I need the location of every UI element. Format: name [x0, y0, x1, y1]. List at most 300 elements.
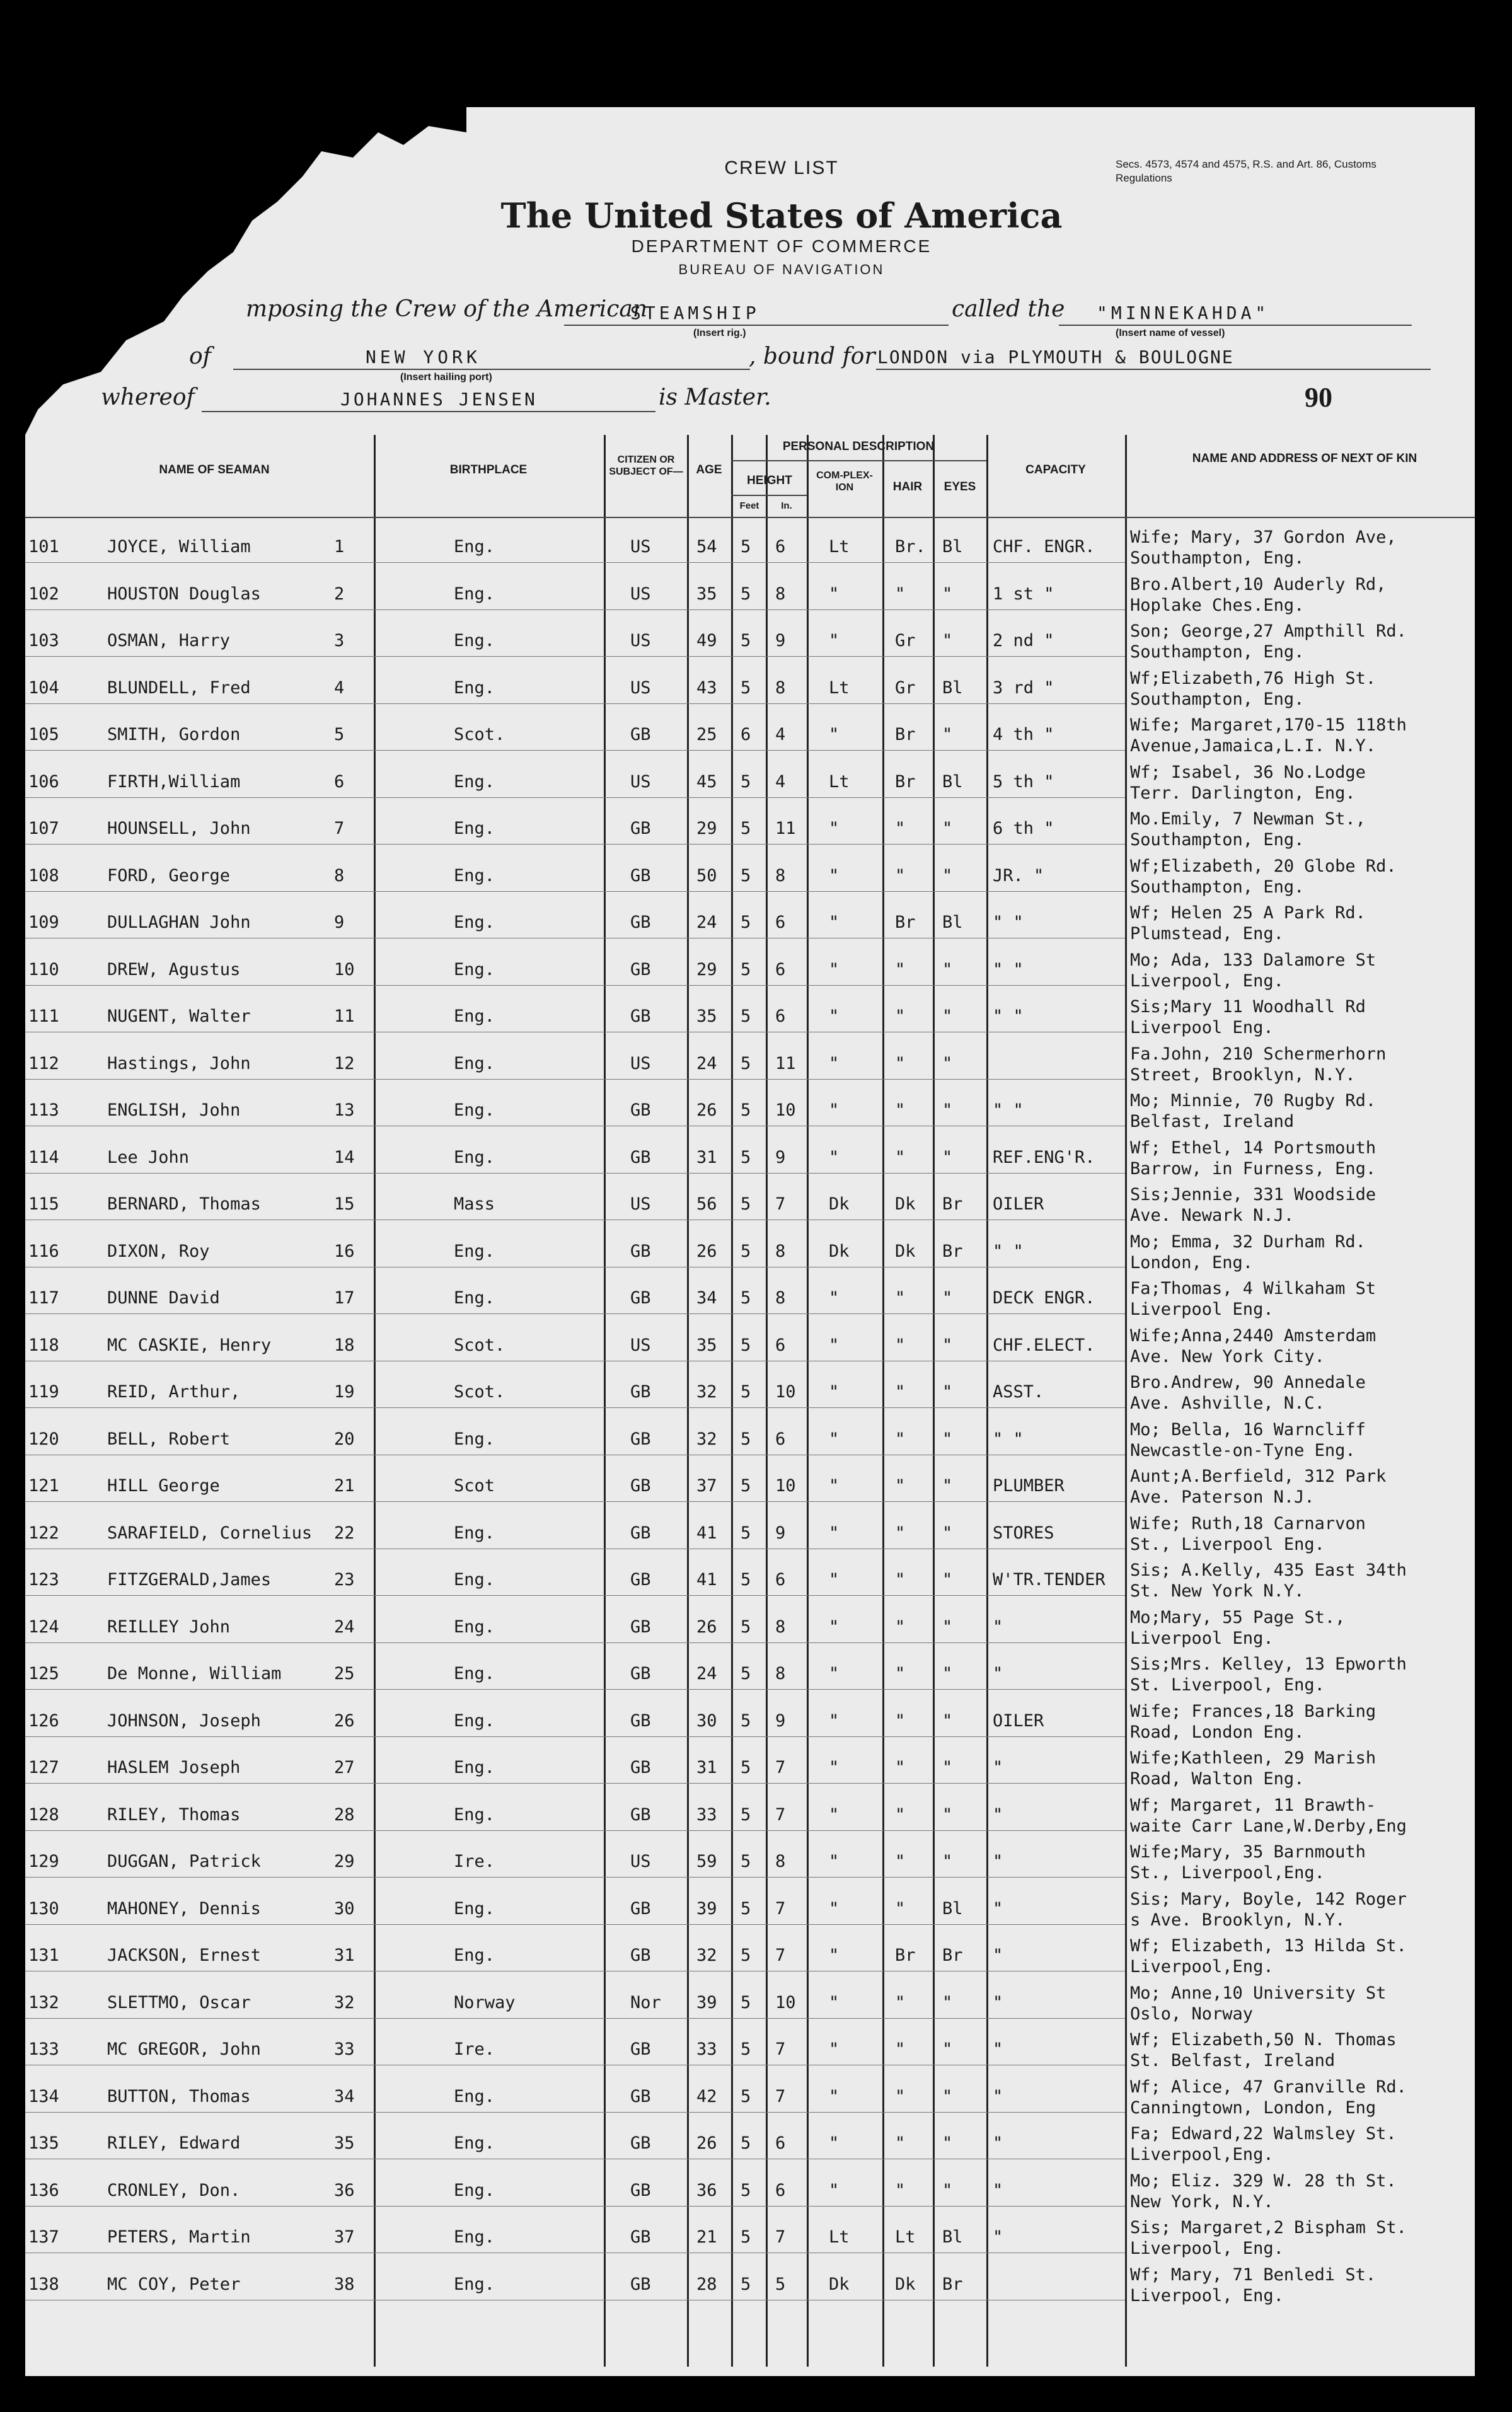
- col-inches: In.: [781, 500, 792, 511]
- complexion: ": [829, 865, 840, 886]
- next-of-kin-line-2: Road, Walton Eng.: [1130, 1769, 1305, 1789]
- height-inches: 6: [775, 2180, 786, 2200]
- hair: ": [895, 1570, 906, 1590]
- seaman-name: SMITH, Gordon: [107, 725, 241, 744]
- citizenship: GB: [630, 725, 651, 744]
- next-of-kin-line-2: waite Carr Lane,W.Derby,Eng: [1130, 1816, 1407, 1836]
- complexion: Lt: [829, 537, 850, 557]
- height-inches: 7: [775, 2040, 786, 2059]
- row-rule: [25, 656, 1125, 657]
- capacity: W'TR.TENDER: [993, 1570, 1105, 1590]
- height-feet: 5: [741, 1664, 751, 1683]
- eyes: ": [942, 819, 953, 838]
- row-number: 11: [334, 1007, 355, 1026]
- complexion: ": [829, 631, 840, 650]
- age: 32: [696, 1382, 717, 1402]
- eyes: Br: [942, 1241, 963, 1261]
- destination: LONDON via PLYMOUTH & BOULOGNE: [877, 347, 1234, 367]
- height-inches: 9: [775, 1523, 786, 1543]
- next-of-kin-line-1: Wife; Margaret,170-15 118th: [1130, 715, 1407, 735]
- age: 41: [696, 1523, 717, 1543]
- age: 54: [696, 537, 717, 557]
- capacity: 5 th ": [993, 771, 1054, 792]
- height-feet: 5: [741, 1711, 751, 1731]
- hair: ": [895, 2133, 906, 2153]
- capacity: ": [993, 1898, 1003, 1919]
- eyes: Bl: [942, 771, 963, 792]
- citizenship: GB: [630, 865, 651, 886]
- seaman-name: HOUNSELL, John: [107, 819, 251, 838]
- next-of-kin-line-1: Wf; Mary, 71 Benledi St.: [1130, 2265, 1376, 2285]
- height-inches: 10: [775, 1382, 796, 1402]
- age: 43: [696, 678, 717, 698]
- age: 29: [696, 819, 717, 838]
- next-of-kin-line-1: Wife; Mary, 37 Gordon Ave,: [1130, 528, 1397, 547]
- row-number: 1: [334, 537, 345, 557]
- citizenship: GB: [630, 1898, 651, 1919]
- next-of-kin-line-2: Plumstead, Eng.: [1130, 924, 1284, 943]
- next-of-kin-line-2: Ave. Paterson N.J.: [1130, 1487, 1315, 1507]
- birthplace: Eng.: [454, 678, 495, 698]
- citizenship: GB: [630, 1429, 651, 1449]
- birthplace: Eng.: [454, 1711, 495, 1731]
- birthplace: Scot.: [454, 1335, 505, 1355]
- next-of-kin-line-1: Wf;Elizabeth, 20 Globe Rd.: [1130, 856, 1397, 876]
- birthplace: Ire.: [454, 1852, 495, 1871]
- next-of-kin-line-2: London, Eng.: [1130, 1252, 1254, 1272]
- next-of-kin-line-2: Road, London Eng.: [1130, 1722, 1305, 1742]
- citizenship: GB: [630, 1711, 651, 1731]
- capacity: JR. ": [993, 865, 1044, 886]
- row-number: 3: [334, 631, 345, 650]
- birthplace: Eng.: [454, 1007, 495, 1026]
- eyes: ": [942, 1570, 953, 1590]
- seaman-name: DUNNE David: [107, 1288, 220, 1308]
- next-of-kin-line-2: Terr. Darlington, Eng.: [1130, 783, 1356, 803]
- next-of-kin-line-1: Wf; Isabel, 36 No.Lodge: [1130, 762, 1366, 782]
- next-of-kin-line-2: Liverpool,Eng.: [1130, 1957, 1274, 1976]
- citizenship: GB: [630, 1617, 651, 1637]
- height-inches: 10: [775, 1476, 796, 1496]
- capacity: " ": [993, 1429, 1024, 1449]
- height-inches: 8: [775, 584, 786, 604]
- birthplace: Eng.: [454, 1288, 495, 1308]
- row-number: 14: [334, 1147, 355, 1167]
- height-inches: 6: [775, 913, 786, 932]
- capacity: ": [993, 2133, 1003, 2153]
- seaman-name: JOYCE, William: [107, 537, 251, 557]
- row-id: 111: [28, 1007, 59, 1026]
- height-feet: 5: [741, 771, 751, 792]
- eyes: Bl: [942, 537, 963, 557]
- row-rule: [25, 844, 1125, 845]
- complexion: ": [829, 1523, 840, 1543]
- height-inches: 9: [775, 1711, 786, 1731]
- row-id: 106: [28, 771, 59, 792]
- capacity: STORES: [993, 1523, 1054, 1543]
- next-of-kin-line-1: Sis;Jennie, 331 Woodside: [1130, 1185, 1376, 1204]
- next-of-kin-line-1: Wf; Helen 25 A Park Rd.: [1130, 903, 1366, 923]
- row-rule: [25, 750, 1125, 751]
- age: 26: [696, 1241, 717, 1261]
- height-inches: 6: [775, 1007, 786, 1026]
- eyes: ": [942, 1992, 953, 2012]
- age: 39: [696, 1898, 717, 1919]
- next-of-kin-line-1: Wife; Ruth,18 Carnarvon: [1130, 1513, 1366, 1533]
- citizenship: GB: [630, 2133, 651, 2153]
- height-inches: 11: [775, 819, 796, 838]
- row-number: 19: [334, 1382, 355, 1402]
- next-of-kin-line-1: Wife;Anna,2440 Amsterdam: [1130, 1325, 1376, 1346]
- row-id: 102: [28, 584, 59, 604]
- seaman-name: RILEY, Thomas: [107, 1804, 241, 1825]
- seaman-name: BUTTON, Thomas: [107, 2086, 251, 2106]
- height-inches: 5: [775, 2274, 786, 2294]
- next-of-kin-line-2: Street, Brooklyn, N.Y.: [1130, 1065, 1356, 1085]
- height-inches: 7: [775, 1758, 786, 1777]
- capacity: " ": [993, 1241, 1024, 1261]
- eyes: ": [942, 584, 953, 604]
- age: 39: [696, 1992, 717, 2012]
- crew-line-prefix: mposing the Crew of the American: [246, 296, 648, 322]
- row-number: 27: [334, 1758, 355, 1777]
- complexion: Lt: [829, 771, 850, 792]
- next-of-kin-line-1: Mo; Ada, 133 Dalamore St: [1130, 950, 1376, 970]
- col-personal-description: PERSONAL DESCRIPTION: [782, 440, 935, 453]
- hair: ": [895, 1288, 906, 1308]
- birthplace: Eng.: [454, 1523, 495, 1543]
- age: 59: [696, 1852, 717, 1871]
- row-number: 33: [334, 2040, 355, 2059]
- seaman-name: SARAFIELD, Cornelius: [107, 1523, 313, 1543]
- row-number: 24: [334, 1617, 355, 1637]
- complexion: ": [829, 1617, 840, 1637]
- capacity: " ": [993, 959, 1024, 979]
- next-of-kin-line-1: Fa; Edward,22 Walmsley St.: [1130, 2124, 1397, 2144]
- age: 35: [696, 584, 717, 604]
- citizenship: GB: [630, 1007, 651, 1026]
- next-of-kin-line-1: Mo.Emily, 7 Newman St.,: [1130, 809, 1366, 829]
- seaman-name: HOUSTON Douglas: [107, 584, 261, 604]
- seaman-name: Hastings, John: [107, 1053, 251, 1073]
- height-inches: 10: [775, 1100, 796, 1120]
- complexion: ": [829, 819, 840, 838]
- height-feet: 5: [741, 959, 751, 979]
- height-inches: 7: [775, 1804, 786, 1825]
- hair: ": [895, 1852, 906, 1871]
- birthplace: Eng.: [454, 1946, 495, 1965]
- row-id: 136: [28, 2180, 59, 2200]
- seaman-name: MC COY, Peter: [107, 2274, 241, 2294]
- capacity: PLUMBER: [993, 1476, 1065, 1496]
- eyes: ": [942, 1617, 953, 1637]
- citizenship: GB: [630, 1147, 651, 1167]
- height-feet: 5: [741, 1382, 751, 1402]
- next-of-kin-line-2: New York, N.Y.: [1130, 2191, 1274, 2212]
- next-of-kin-line-1: Sis;Mrs. Kelley, 13 Epworth: [1130, 1654, 1407, 1674]
- rule-hair: [882, 435, 884, 2367]
- eyes: Br: [942, 1946, 963, 1965]
- seaman-name: CRONLEY, Don.: [107, 2180, 241, 2200]
- height-inches: 6: [775, 1429, 786, 1449]
- row-id: 129: [28, 1852, 59, 1871]
- capacity: 1 st ": [993, 584, 1054, 604]
- row-number: 16: [334, 1241, 355, 1261]
- next-of-kin-line-2: Ave. New York City.: [1130, 1346, 1325, 1366]
- next-of-kin-line-1: Mo; Anne,10 University St: [1130, 1983, 1387, 2003]
- age: 42: [696, 2086, 717, 2106]
- capacity: ": [993, 1852, 1003, 1871]
- capacity: ": [993, 1758, 1003, 1777]
- citizenship: GB: [630, 959, 651, 979]
- height-inches: 9: [775, 1147, 786, 1167]
- complexion: ": [829, 2180, 840, 2200]
- height-feet: 5: [741, 1523, 751, 1543]
- birthplace: Eng.: [454, 1053, 495, 1073]
- next-of-kin-line-1: Fa.John, 210 Schermerhorn: [1130, 1044, 1387, 1064]
- citizenship: US: [630, 631, 651, 650]
- row-id: 121: [28, 1476, 59, 1496]
- complexion: ": [829, 1335, 840, 1355]
- col-feet: Feet: [739, 500, 759, 511]
- row-number: 8: [334, 865, 345, 886]
- complexion: Dk: [829, 1241, 850, 1261]
- height-inches: 7: [775, 1194, 786, 1214]
- eyes: ": [942, 1007, 953, 1026]
- next-of-kin-line-2: Ave. Ashville, N.C.: [1130, 1394, 1325, 1413]
- rig-value: STEAMSHIP: [630, 303, 760, 323]
- complexion: ": [829, 1570, 840, 1590]
- row-id: 113: [28, 1100, 59, 1120]
- row-number: 12: [334, 1053, 355, 1073]
- col-next-of-kin: NAME AND ADDRESS OF NEXT OF KIN: [1192, 452, 1417, 465]
- height-inches: 8: [775, 865, 786, 886]
- next-of-kin-line-1: Wf; Elizabeth, 13 Hilda St.: [1130, 1936, 1407, 1956]
- rule-eyes: [933, 435, 935, 2367]
- citizenship: GB: [630, 1758, 651, 1777]
- birthplace: Eng.: [454, 1100, 495, 1120]
- seaman-name: ENGLISH, John: [107, 1100, 241, 1120]
- rule-feet: [731, 435, 733, 2367]
- hair: ": [895, 1758, 906, 1777]
- eyes: Bl: [942, 678, 963, 698]
- height-feet: 5: [741, 913, 751, 932]
- complexion: ": [829, 1852, 840, 1871]
- next-of-kin-line-1: Sis; Margaret,2 Bispham St.: [1130, 2218, 1407, 2237]
- age: 45: [696, 771, 717, 792]
- eyes: ": [942, 1711, 953, 1731]
- row-rule: [25, 2112, 1125, 2113]
- hair: ": [895, 1429, 906, 1449]
- eyes: ": [942, 1852, 953, 1871]
- capacity: ": [993, 2086, 1003, 2106]
- eyes: ": [942, 2040, 953, 2059]
- citizenship: GB: [630, 913, 651, 932]
- capacity: 6 th ": [993, 819, 1054, 838]
- age: 24: [696, 1664, 717, 1683]
- eyes: ": [942, 1664, 953, 1683]
- age: 32: [696, 1429, 717, 1449]
- height-inches: 4: [775, 725, 786, 744]
- capacity: 3 rd ": [993, 678, 1054, 698]
- hair: ": [895, 1007, 906, 1026]
- eyes: ": [942, 1429, 953, 1449]
- next-of-kin-line-1: Wife; Frances,18 Barking: [1130, 1701, 1376, 1721]
- seaman-name: MAHONEY, Dennis: [107, 1898, 261, 1919]
- next-of-kin-line-2: Liverpool Eng.: [1130, 1300, 1274, 1319]
- next-of-kin-line-2: Southampton, Eng.: [1130, 548, 1305, 568]
- complexion: ": [829, 2040, 840, 2059]
- citizenship: US: [630, 584, 651, 604]
- age: 49: [696, 631, 717, 650]
- birthplace: Eng.: [454, 2227, 495, 2247]
- hair: Dk: [895, 1241, 916, 1261]
- height-inches: 8: [775, 678, 786, 698]
- citizenship: Nor: [630, 1992, 661, 2012]
- row-number: 20: [334, 1429, 355, 1449]
- complexion: Dk: [829, 2274, 850, 2294]
- row-number: 31: [334, 1946, 355, 1965]
- eyes: ": [942, 2086, 953, 2106]
- citizenship: US: [630, 1852, 651, 1871]
- height-feet: 5: [741, 1007, 751, 1026]
- birthplace: Eng.: [454, 2274, 495, 2294]
- row-id: 126: [28, 1711, 59, 1731]
- height-inches: 7: [775, 1946, 786, 1965]
- next-of-kin-line-2: Southampton, Eng.: [1130, 689, 1305, 709]
- age: 35: [696, 1007, 717, 1026]
- row-number: 22: [334, 1523, 355, 1543]
- rig-rule: [564, 325, 949, 326]
- next-of-kin-line-1: Sis; A.Kelly, 435 East 34th: [1130, 1561, 1407, 1580]
- row-number: 15: [334, 1194, 355, 1214]
- complexion: ": [829, 1804, 840, 1825]
- seaman-name: DULLAGHAN John: [107, 913, 251, 932]
- rule-complexion: [807, 435, 809, 2367]
- capacity: CHF.ELECT.: [993, 1335, 1095, 1355]
- complexion: ": [829, 2133, 840, 2153]
- row-rule: [25, 1877, 1125, 1878]
- birthplace: Eng.: [454, 1570, 495, 1590]
- next-of-kin-line-1: Mo; Eliz. 329 W. 28 th St.: [1130, 2171, 1397, 2191]
- row-number: 21: [334, 1476, 355, 1496]
- complexion: ": [829, 1382, 840, 1402]
- hair: Dk: [895, 2274, 916, 2294]
- age: 33: [696, 1804, 717, 1825]
- capacity: ": [993, 1946, 1003, 1965]
- row-number: 18: [334, 1335, 355, 1355]
- birthplace: Norway: [454, 1992, 516, 2012]
- height-inches: 11: [775, 1053, 796, 1073]
- row-rule: [25, 1924, 1125, 1925]
- next-of-kin-line-2: Liverpool, Eng.: [1130, 971, 1284, 991]
- height-feet: 5: [741, 1898, 751, 1919]
- birthplace: Eng.: [454, 819, 495, 838]
- row-id: 138: [28, 2274, 59, 2294]
- height-inches: 7: [775, 2086, 786, 2106]
- eyes: ": [942, 1053, 953, 1073]
- col-age: AGE: [696, 463, 722, 476]
- hair: ": [895, 1992, 906, 2012]
- row-number: 29: [334, 1852, 355, 1871]
- complexion: ": [829, 1053, 840, 1073]
- rule-age: [687, 435, 689, 2367]
- height-inches: 6: [775, 2133, 786, 2153]
- capacity: 2 nd ": [993, 631, 1054, 650]
- next-of-kin-line-1: Sis;Mary 11 Woodhall Rd: [1130, 997, 1366, 1017]
- birthplace: Eng.: [454, 1147, 495, 1167]
- row-rule: [25, 1689, 1125, 1690]
- row-number: 13: [334, 1100, 355, 1120]
- complexion: Lt: [829, 2227, 850, 2247]
- age: 37: [696, 1476, 717, 1496]
- eyes: Br: [942, 2274, 963, 2294]
- capacity: OILER: [993, 1711, 1044, 1731]
- seaman-name: DUGGAN, Patrick: [107, 1852, 261, 1871]
- capacity: ": [993, 2180, 1003, 2200]
- eyes: ": [942, 2133, 953, 2153]
- next-of-kin-line-2: Barrow, in Furness, Eng.: [1130, 1158, 1376, 1179]
- seaman-name: FIRTH,William: [107, 771, 241, 792]
- hair: Br.: [895, 537, 926, 557]
- destination-rule: [876, 369, 1431, 370]
- seaman-name: FORD, George: [107, 865, 231, 886]
- next-of-kin-line-2: Liverpool, Eng.: [1130, 2239, 1284, 2258]
- row-id: 108: [28, 865, 59, 886]
- birthplace: Eng.: [454, 1664, 495, 1683]
- row-number: 7: [334, 819, 345, 838]
- next-of-kin-line-2: St. Belfast, Ireland: [1130, 2051, 1336, 2070]
- row-number: 32: [334, 1992, 355, 2012]
- seaman-name: JOHNSON, Joseph: [107, 1711, 261, 1731]
- citizenship: GB: [630, 2274, 651, 2294]
- birthplace: Eng.: [454, 1617, 495, 1637]
- eyes: Bl: [942, 913, 963, 932]
- height-feet: 5: [741, 1992, 751, 2012]
- hair: Br: [895, 913, 916, 932]
- height-feet: 5: [741, 1852, 751, 1871]
- hair: ": [895, 1523, 906, 1543]
- next-of-kin-line-1: Wf; Margaret, 11 Brawth-: [1130, 1795, 1376, 1815]
- complexion: ": [829, 725, 840, 744]
- next-of-kin-line-2: s Ave. Brooklyn, N.Y.: [1130, 1910, 1346, 1930]
- hair: ": [895, 2086, 906, 2106]
- row-number: 23: [334, 1570, 355, 1590]
- row-number: 36: [334, 2180, 355, 2200]
- eyes: ": [942, 1804, 953, 1825]
- row-number: 10: [334, 959, 355, 979]
- capacity: " ": [993, 1007, 1024, 1026]
- age: 31: [696, 1758, 717, 1777]
- row-id: 127: [28, 1758, 59, 1777]
- row-id: 125: [28, 1664, 59, 1683]
- next-of-kin-line-2: St. Liverpool, Eng.: [1130, 1675, 1325, 1695]
- hair: ": [895, 1100, 906, 1120]
- capacity: ": [993, 1804, 1003, 1825]
- next-of-kin-line-2: Liverpool Eng.: [1130, 1628, 1274, 1648]
- complexion: ": [829, 1898, 840, 1919]
- eyes: ": [942, 865, 953, 886]
- hair: ": [895, 1147, 906, 1167]
- age: 24: [696, 1053, 717, 1073]
- country-title: The United States of America: [500, 195, 1063, 236]
- seaman-name: BLUNDELL, Fred: [107, 678, 251, 698]
- next-of-kin-line-1: Wife;Mary, 35 Barnmouth: [1130, 1842, 1366, 1862]
- hair: ": [895, 1711, 906, 1731]
- row-id: 132: [28, 1992, 59, 2012]
- age: 30: [696, 1711, 717, 1731]
- master-prefix: whereof: [101, 384, 195, 410]
